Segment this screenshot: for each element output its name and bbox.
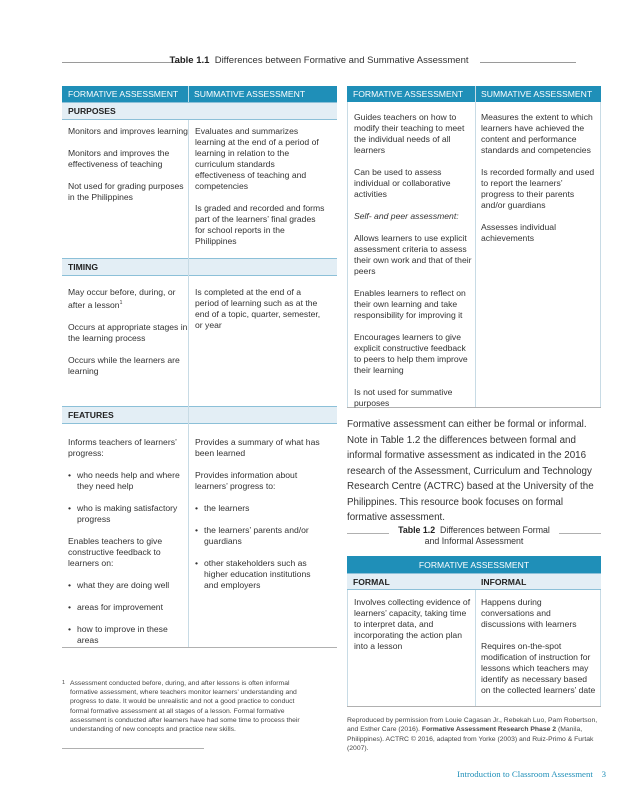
col-formative-header: FORMATIVE ASSESSMENT	[68, 89, 179, 99]
timing-summative: Is completed at the end of a period of learning such as at the end of a topic, quarter, semester, or year	[195, 287, 321, 330]
features-summative: Provides a summary of what has been learned Provides information about learners’ progress to: • the learners • the learners’ parents and/or guardians • other stakeholders such as higher education institutions and employers	[195, 437, 325, 591]
list-item: • how to improve in these areas	[68, 624, 168, 645]
table-1-1-caption: Differences between Formative and Summative Assessment	[214, 55, 469, 66]
purposes-summative: Evaluates and summarizes learning at the end of a period of learning in relation to the curriculum standards effectiveness of teaching and competencies Is graded and recorded and forms part of the learners’ final grades for school reports in the Philippines	[195, 126, 325, 246]
table-1-1-header-left	[62, 86, 337, 102]
col-summative-header-cont: SUMMATIVE ASSESSMENT	[481, 89, 593, 99]
page-number: 3	[601, 769, 606, 779]
section-purposes: PURPOSES	[62, 102, 337, 120]
table-1-1-divider-left	[188, 86, 189, 102]
table-1-1-label: Table 1.1	[169, 55, 210, 66]
source-note: Reproduced by permission from Louie Cagasan Jr., Rebekah Luo, Pam Robertson, and Esther Care (2016). Formative Assessment Research Phase 2 (Manila, Philippines). ACTRC © 2016, adapted from Yorke (2003) and Ruiz-Primo & Furtak (2007).	[347, 717, 598, 753]
footnote-rule	[62, 748, 204, 749]
timing-formative: May occur before, during, or after a lesson$^1$ Occurs at appropriate stages in the learning process Occurs while the learners are learning	[68, 287, 188, 376]
body-paragraph: Formative assessment can either be formal or informal. Note in Table 1.2 the differences between formal and informal formative assessment as indicated in the 2016 research of the Assessment, Curriculum and Technology Research Centre (ACTRC) based at the University of the Philippines. This resource book focuses on formal formative assessment.	[347, 419, 594, 523]
col-formal-header: FORMAL	[353, 576, 390, 587]
footer-title: Introduction to Classroom Assessment	[457, 769, 593, 779]
cont-summative: Measures the extent to which learners have achieved the content and performance standards and competencies Is recorded formally and used to report the learners’ progress to their parents and/or guardians Assesses individual achievements	[481, 112, 595, 243]
informal-cell: Happens during conversations and discussions with learners Requires on-the-spot modification of instruction for lessons which teachers may identify as necessary based on the collected learners’ date	[481, 597, 596, 695]
t12-rule-right	[559, 533, 601, 534]
col-informal-header: INFORMAL	[481, 576, 527, 587]
page-footer	[420, 769, 606, 779]
table-1-2-bottom	[347, 706, 601, 707]
section-features: FEATURES	[62, 406, 337, 424]
footnote-text: Assessment conducted before, during, and after lessons is often informal formative assessment, where teachers monitor learners’ understanding and progress to date. It would be unrealistic and not a good practice to conduct formal formative assessment at all stages of a lesson. Formal formative assessment is conducted after learners have had some time to process their understanding of new concepts and practice new skills.	[70, 680, 300, 734]
table-1-1-edge-left	[347, 102, 348, 408]
formal-cell: Involves collecting evidence of learners’ capacity, taking time to interpret data, and incorporating the action plan into a lesson	[354, 597, 471, 651]
table-1-1-col-divider-right	[475, 86, 476, 408]
table-1-2-header: FORMATIVE ASSESSMENT	[347, 556, 601, 573]
table-1-2-label: Table 1.2	[398, 525, 436, 535]
section-timing: TIMING	[62, 258, 337, 276]
table-1-2-edge-left	[347, 590, 348, 706]
col-formative-header-cont: FORMATIVE ASSESSMENT	[353, 89, 464, 99]
col-summative-header: SUMMATIVE ASSESSMENT	[194, 89, 306, 99]
footnote-number: 1	[62, 680, 66, 686]
cont-formative: Guides teachers on how to modify their teaching to meet the individual needs of all learners Can be used to assess individual or collaborative activities Self- and peer assessment: Allows learners to use explicit assessment criteria to assess their own work and that of their peers Enables learners to reflect on their own learning and take responsibility for improving it Encourages learners to give explicit constructive feedback to peers to help them improve their learning Is not used for summative purposes	[354, 112, 472, 408]
table-1-1-title	[0, 55, 638, 66]
list-item: • other stakeholders such as higher education institutions and employers	[195, 558, 311, 590]
table-1-1-col-divider-left	[188, 120, 189, 648]
t12-rule-left	[347, 533, 389, 534]
list-item: • what they are doing well	[68, 580, 170, 590]
list-item: • the learners	[195, 503, 250, 513]
list-item: • who needs help and where they need help	[68, 470, 180, 491]
list-item: • who is making satisfactory progress	[68, 503, 178, 524]
table-1-2-edge-right	[600, 590, 601, 706]
table-1-1-bottom-left	[62, 647, 337, 648]
table-1-1-header-right	[347, 86, 601, 102]
table-1-2-col-divider	[475, 590, 476, 706]
purposes-formative: Monitors and improves learning Monitors and improves the effectiveness of teaching Not used for grading purposes in the Philippines	[68, 126, 188, 202]
table-1-2-title: Table 1.2 Differences between Formal and Informal Assessment	[398, 525, 550, 546]
footnote	[62, 679, 310, 734]
table-1-1-edge-right	[600, 102, 601, 408]
features-formative: Informs teachers of learners’ progress: • who needs help and where they need help • who is making satisfactory progress Enables teachers to give constructive feedback to learners on: • what they are doing well • areas for improvement • how to improve in these areas	[68, 437, 188, 646]
table-1-2-subheader	[347, 573, 601, 590]
list-item: • areas for improvement	[68, 602, 163, 612]
list-item: • the learners’ parents and/or guardians	[195, 525, 309, 546]
